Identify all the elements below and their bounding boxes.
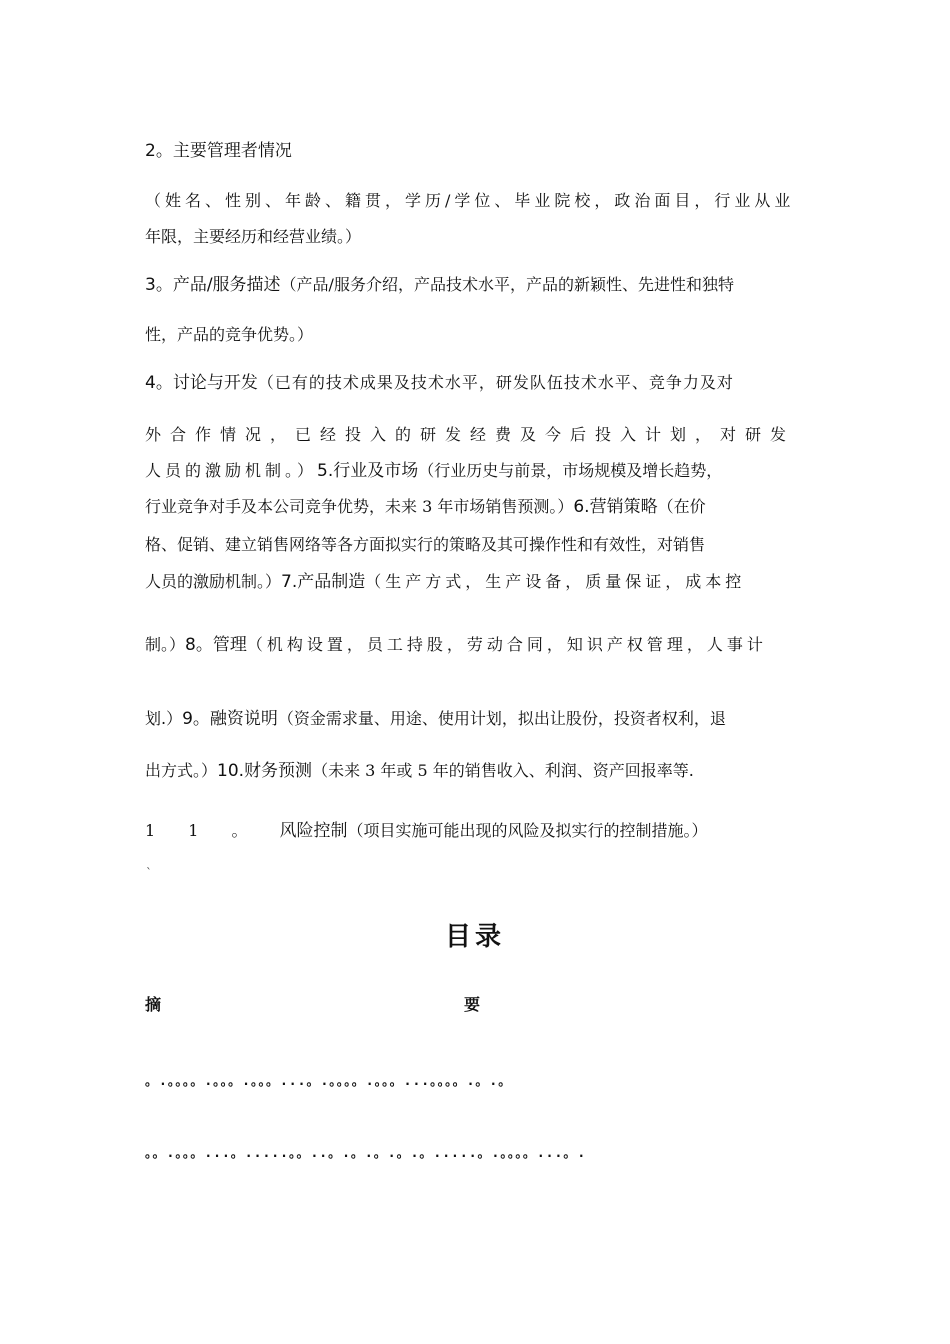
section-11-number: 1 1 。: [145, 821, 262, 840]
section-11-line: [145, 820, 708, 842]
text-span: （生产方式，生产设备，质量保证，成本控: [365, 572, 746, 591]
text-span: 外合作情况，已经投入的研发经费及今后投入计划，对研发: [145, 425, 796, 444]
toc-entry-right: 要: [464, 995, 481, 1014]
paragraph-line: [145, 534, 705, 556]
text-span: 出方式。）: [145, 761, 218, 780]
section-9-line: [145, 708, 726, 730]
section-3-line: [145, 274, 734, 296]
paragraph-line: [145, 190, 794, 212]
text-span: 年限，主要经历和经营业绩。）: [145, 227, 362, 246]
text-span: （在价: [657, 497, 706, 516]
section-7-heading: 7.产品制造: [281, 572, 366, 592]
stray-mark: `: [146, 866, 152, 880]
text-span: 人员的激励机制。）: [145, 461, 318, 480]
text-span: （产品/服务介绍，产品技术水平，产品的新颖性、先进性和独特: [280, 275, 734, 294]
paragraph-line: [145, 424, 795, 446]
section-10-heading: 10.财务预测: [217, 761, 313, 781]
text-span: （项目实施可能出现的风险及拟实行的控制措施。）: [347, 821, 708, 840]
section-6-line: [145, 496, 706, 518]
text-span: 性，产品的竞争优势。）: [145, 325, 314, 344]
section-9-heading: 9。融资说明: [182, 709, 278, 729]
paragraph-line: [145, 324, 313, 346]
text-span: 划.）: [145, 709, 183, 728]
section-6-heading: 6.营销策略: [573, 497, 658, 517]
text-span: 制。）: [145, 635, 186, 654]
section-5-heading: 5.行业及市场: [317, 461, 419, 481]
text-span: （姓名、性别、年龄、籍贯，学历/学位、毕业院校，政治面目，行业从业: [145, 191, 795, 210]
section-11-heading: 风险控制: [279, 821, 348, 841]
text-span: （未来 3 年或 5 年的销售收入、利润、资产回报率等.: [312, 761, 694, 780]
text-span: （资金需求量、用途、使用计划，拟出让股份，投资者权利，退: [277, 709, 726, 728]
text-span: （已有的技术成果及技术水平，研发队伍技术水平、竞争力及对: [257, 373, 734, 392]
text-span: 人员的激励机制。）: [145, 572, 282, 591]
section-2-line: [145, 140, 292, 162]
text-span: （行业历史与前景，市场规模及增长趋势，: [418, 461, 723, 480]
section-5-line: [145, 460, 722, 482]
text-span: 行业竞争对手及本公司竞争优势，未来 3 年市场销售预测。）: [145, 497, 574, 516]
section-7-line: [145, 571, 745, 593]
section-4-heading: 4。讨论与开发: [145, 373, 258, 393]
toc-leader-dots: 。。.。。。...。.....。。..。.。.。.。.。.....。.。。。。...。.: [145, 1146, 587, 1161]
text-span: （机构设置，员工持股，劳动合同，知识产权管理，人事计: [246, 635, 767, 654]
toc-leader-dots: 。.。。。。.。。。.。。。...。.。。。。.。。。...。。。。.。.。: [145, 1074, 513, 1089]
section-2-heading: 2。主要管理者情况: [145, 141, 292, 161]
section-8-line: [145, 634, 767, 656]
section-10-line: [145, 760, 694, 782]
section-8-heading: 8。管理: [185, 635, 247, 655]
toc-entry-left: 摘: [145, 995, 162, 1014]
toc-title: 目录: [444, 922, 505, 952]
text-span: 格、促销、建立销售网络等各方面拟实行的策略及其可操作性和有效性，对销售: [145, 535, 706, 554]
section-3-heading: 3。产品/服务描述: [145, 275, 281, 295]
section-4-line: [145, 372, 734, 394]
paragraph-line: [145, 226, 361, 248]
